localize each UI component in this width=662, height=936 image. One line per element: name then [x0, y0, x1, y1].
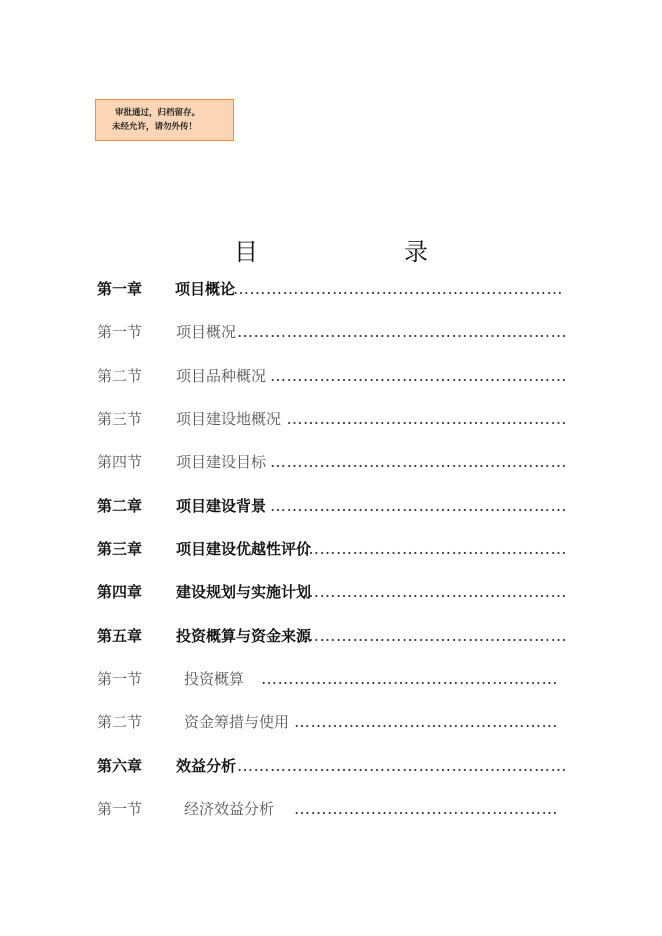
toc-entry-label: 第一节: [97, 323, 143, 341]
toc-entry-leader: ……………………………………………………: [233, 279, 563, 298]
toc-entry[interactable]: [97, 625, 567, 647]
toc-entry-label: 第一节: [97, 800, 143, 818]
toc-entry-title: 项目品种概况: [176, 367, 267, 385]
toc-entry-label: 第三节: [97, 410, 143, 428]
toc-entry-leader: ………………………………………………: [270, 496, 567, 515]
toc-entry-title: 经济效益分析: [184, 800, 275, 818]
toc-entry-title: 建设规划与实施计划: [176, 583, 312, 601]
stamp-line-1: 审批通过，归档留存。: [115, 108, 201, 118]
toc-entry-title: 投资概算: [184, 670, 245, 688]
toc-entry-label: 第四节: [97, 453, 143, 471]
toc-entry[interactable]: [97, 408, 567, 430]
toc-entry-label: 第四章: [97, 583, 143, 601]
toc-entry[interactable]: [97, 711, 558, 733]
toc-entry-title: 项目建设目标: [176, 453, 267, 471]
toc-entry-leader: ……………………………………………………: [237, 322, 567, 341]
toc-entry[interactable]: [97, 365, 567, 387]
toc-entry-title: 项目建设优越性评价: [176, 540, 312, 558]
toc-entry-leader: ………………………………………………: [261, 669, 558, 688]
toc-entry-leader: …………………………………………: [303, 539, 567, 558]
toc-entry-leader: ………………………………………………: [270, 366, 567, 385]
toc-entry-leader: …………………………………………: [294, 799, 558, 818]
toc-entry-title: 效益分析: [176, 757, 237, 775]
toc-entry-title: 项目概况: [176, 323, 237, 341]
toc-entry-title: 投资概算与资金来源: [176, 627, 312, 645]
toc-title: [0, 232, 662, 266]
toc-entry-label: 第二章: [97, 497, 143, 515]
toc-entry[interactable]: [97, 278, 563, 300]
toc-entry-title: 项目建设地概况: [176, 410, 282, 428]
toc-entry-label: 第二节: [97, 713, 143, 731]
toc-entry[interactable]: [97, 581, 567, 603]
toc-title-char-1: 目: [234, 238, 258, 266]
toc-entry-label: 第三章: [97, 540, 143, 558]
toc-entry[interactable]: [97, 668, 558, 690]
toc-entry-leader: …………………………………………: [294, 712, 558, 731]
toc-entry-leader: ……………………………………………: [286, 409, 567, 428]
toc-entry-leader: …………………………………………: [303, 582, 567, 601]
toc-entry-label: 第一章: [97, 280, 143, 298]
toc-entry[interactable]: [97, 755, 567, 777]
toc-entry[interactable]: [97, 321, 567, 343]
toc-entry[interactable]: [97, 495, 567, 517]
approval-stamp: [95, 99, 234, 141]
toc-entry-label: 第二节: [97, 367, 143, 385]
toc-entry-label: 第五章: [97, 627, 143, 645]
stamp-line-2: 未经允许，请勿外传！: [112, 122, 198, 132]
toc-entry-title: 项目概论: [175, 280, 236, 298]
toc-entry[interactable]: [97, 798, 558, 820]
toc-entry-leader: …………………………………………: [303, 626, 567, 645]
toc-entry-leader: ………………………………………………: [270, 452, 567, 471]
toc-entry-title: 资金筹措与使用: [184, 713, 290, 731]
toc-entry[interactable]: [97, 451, 567, 473]
toc-title-char-2: 录: [404, 238, 428, 266]
toc-entry-leader: ……………………………………………………: [237, 756, 567, 775]
toc-entry[interactable]: [97, 538, 567, 560]
toc-entry-label: 第一节: [97, 670, 143, 688]
toc-entry-label: 第六章: [97, 757, 143, 775]
toc-entry-title: 项目建设背景: [176, 497, 267, 515]
